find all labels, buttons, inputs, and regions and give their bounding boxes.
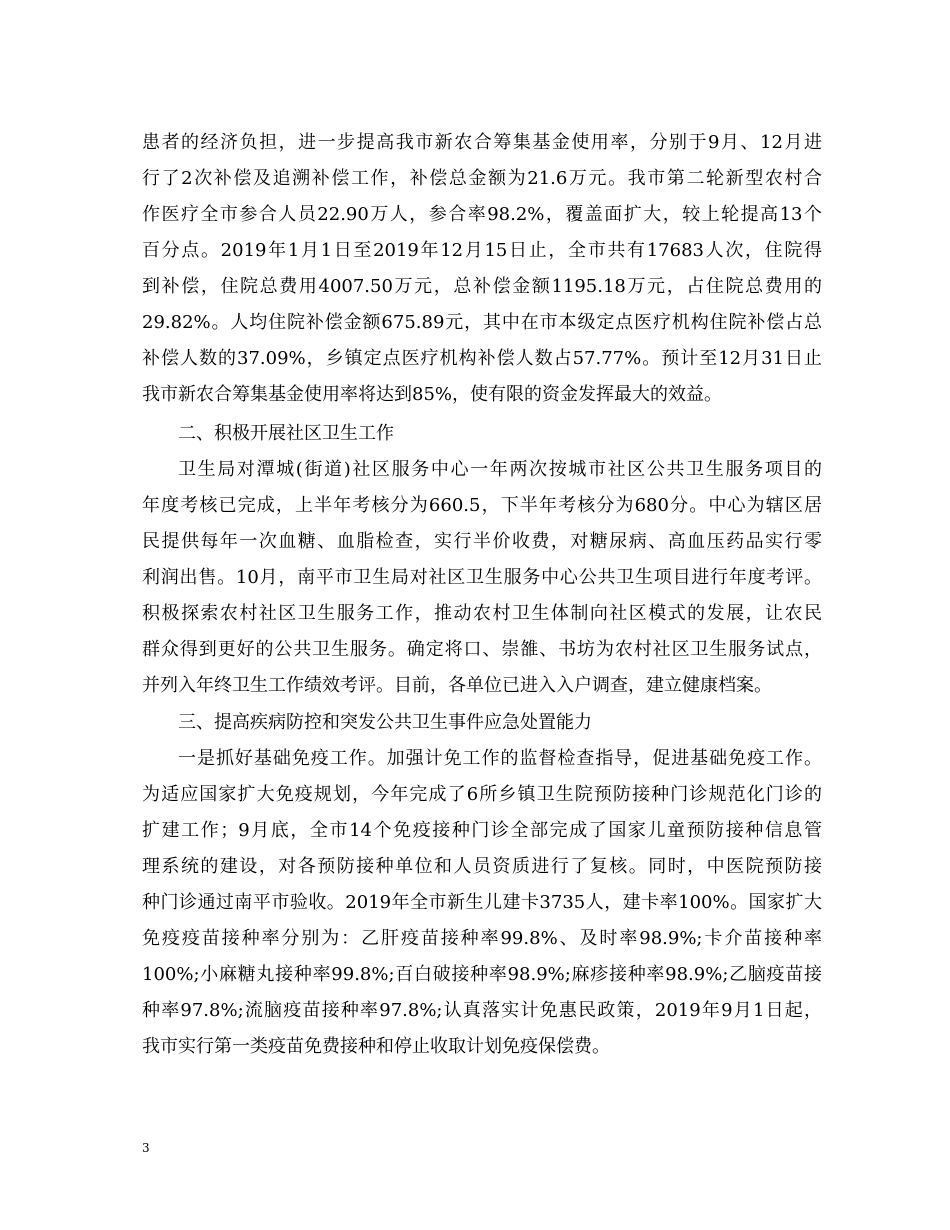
section-heading: 三、提高疾病防控和突发公共卫生事件应急处置能力 bbox=[178, 712, 592, 733]
paragraph-line: 患者的经济负担，进一步提高我市新农合筹集基金使用率，分别于9月、12月进 bbox=[142, 132, 822, 153]
paragraph-line: 我市新农合筹集基金使用率将达到85%，使有限的资金发挥最大的效益。 bbox=[142, 384, 723, 405]
paragraph-line: 种门诊通过南平市验收。2019年全市新生儿建卡3735人，建卡率100%。国家扩大 bbox=[142, 892, 822, 913]
paragraph-line: 行了2次补偿及追溯补偿工作，补偿总金额为21.6万元。我市第二轮新型农村合 bbox=[142, 168, 822, 189]
section-heading: 二、积极开展社区卫生工作 bbox=[178, 423, 394, 444]
page-number: 3 bbox=[142, 1141, 150, 1155]
paragraph-line: 作医疗全市参合人员22.90万人，参合率98.2%，覆盖面扩大，较上轮提高13个 bbox=[142, 204, 822, 225]
paragraph-line: 理系统的建设，对各预防接种单位和人员资质进行了复核。同时，中医院预防接 bbox=[142, 856, 822, 877]
paragraph-line: 积极探索农村社区卫生服务工作，推动农村卫生体制向社区模式的发展，让农民 bbox=[142, 603, 822, 624]
paragraph-line: 民提供每年一次血糖、血脂检查，实行半价收费，对糖尿病、高血压药品实行零 bbox=[142, 531, 822, 552]
paragraph-line: 到补偿，住院总费用4007.50万元，总补偿金额1195.18万元，占住院总费用的 bbox=[142, 276, 822, 297]
paragraph-line: 29.82%。人均住院补偿金额675.89元，其中在市本级定点医疗机构住院补偿占总 bbox=[142, 312, 822, 333]
paragraph-line: 一是抓好基础免疫工作。加强计免工作的监督检查指导，促进基础免疫工作。 bbox=[178, 748, 822, 769]
paragraph-line: 补偿人数的37.09%，乡镇定点医疗机构补偿人数占57.77%。预计至12月31日止 bbox=[142, 348, 822, 369]
paragraph-line: 扩建工作；9月底，全市14个免疫接种门诊全部完成了国家儿童预防接种信息管 bbox=[142, 820, 822, 841]
paragraph-line: 100%;小麻糖丸接种率99.8%;百白破接种率98.9%;麻疹接种率98.9%;乙脑疫苗接 bbox=[142, 964, 822, 985]
paragraph-line: 利润出售。10月，南平市卫生局对社区卫生服务中心公共卫生项目进行年度考评。 bbox=[142, 567, 822, 588]
paragraph-line: 种率97.8%;流脑疫苗接种率97.8%;认真落实计免惠民政策，2019年9月1日起， bbox=[142, 1000, 822, 1021]
paragraph-line: 年度考核已完成，上半年考核分为660.5，下半年考核分为680分。中心为辖区居 bbox=[142, 495, 822, 516]
paragraph-line: 卫生局对潭城(街道)社区服务中心一年两次按城市社区公共卫生服务项目的 bbox=[178, 459, 822, 480]
paragraph-line: 并列入年终卫生工作绩效考评。目前，各单位已进入入户调查，建立健康档案。 bbox=[142, 675, 772, 696]
paragraph-line: 群众得到更好的公共卫生服务。确定将口、崇雒、书坊为农村社区卫生服务试点， bbox=[142, 639, 822, 660]
paragraph-line: 免疫疫苗接种率分别为：乙肝疫苗接种率99.8%、及时率98.9%;卡介苗接种率 bbox=[142, 928, 822, 949]
paragraph-line: 为适应国家扩大免疫规划，今年完成了6所乡镇卫生院预防接种门诊规范化门诊的 bbox=[142, 784, 822, 805]
paragraph-line: 我市实行第一类疫苗免费接种和停止收取计划免疫保偿费。 bbox=[142, 1036, 610, 1057]
paragraph-line: 百分点。2019年1月1日至2019年12月15日止，全市共有17683人次，住院得 bbox=[142, 240, 822, 261]
